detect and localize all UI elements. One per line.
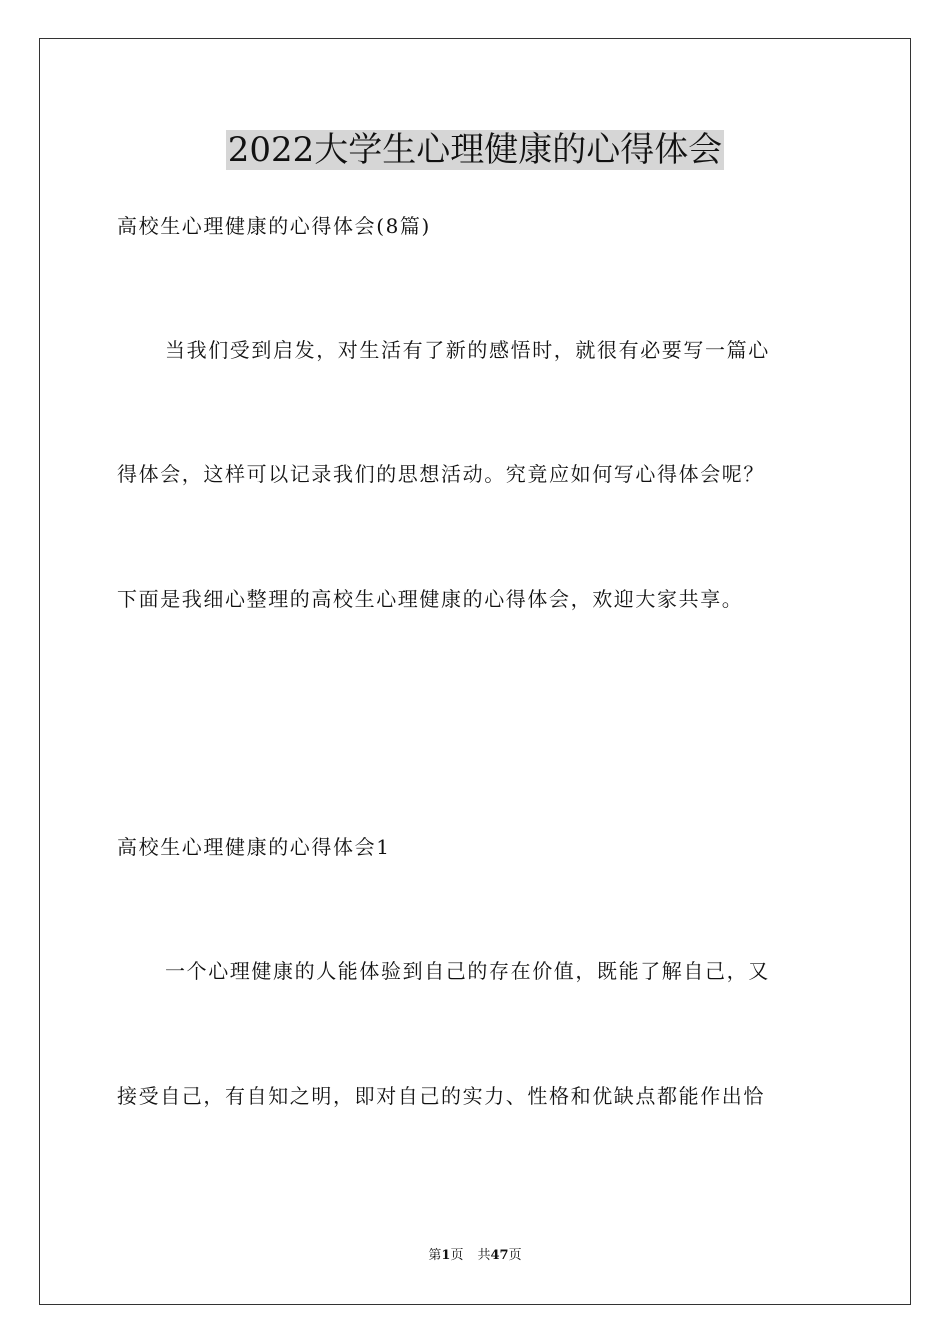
paragraph-line: 当我们受到启发，对生活有了新的感悟时，就很有必要写一篇心 xyxy=(165,338,770,362)
subtitle-line: 高校生心理健康的心得体会(8篇) xyxy=(117,214,431,238)
paragraph-line: 得体会，这样可以记录我们的思想活动。究竟应如何写心得体会呢？ xyxy=(117,462,765,486)
page-number: 1 xyxy=(441,1248,451,1263)
paragraph-line: 一个心理健康的人能体验到自己的存在价值，既能了解自己，又 xyxy=(165,959,770,983)
document-title xyxy=(0,126,950,174)
page-footer xyxy=(0,1247,950,1265)
section-heading: 高校生心理健康的心得体会1 xyxy=(117,835,391,859)
paragraph-line: 接受自己，有自知之明，即对自己的实力、性格和优缺点都能作出恰 xyxy=(117,1084,765,1108)
total-pages: 47 xyxy=(490,1248,509,1263)
document-title-text: 2022大学生心理健康的心得体会 xyxy=(227,130,723,170)
footer-total-prefix: 共 xyxy=(477,1248,491,1263)
paragraph-line: 下面是我细心整理的高校生心理健康的心得体会，欢迎大家共享。 xyxy=(117,587,744,611)
footer-total-suffix: 页 xyxy=(508,1248,522,1263)
footer-prefix: 第 xyxy=(428,1248,442,1263)
footer-page-suffix: 页 xyxy=(450,1248,464,1263)
